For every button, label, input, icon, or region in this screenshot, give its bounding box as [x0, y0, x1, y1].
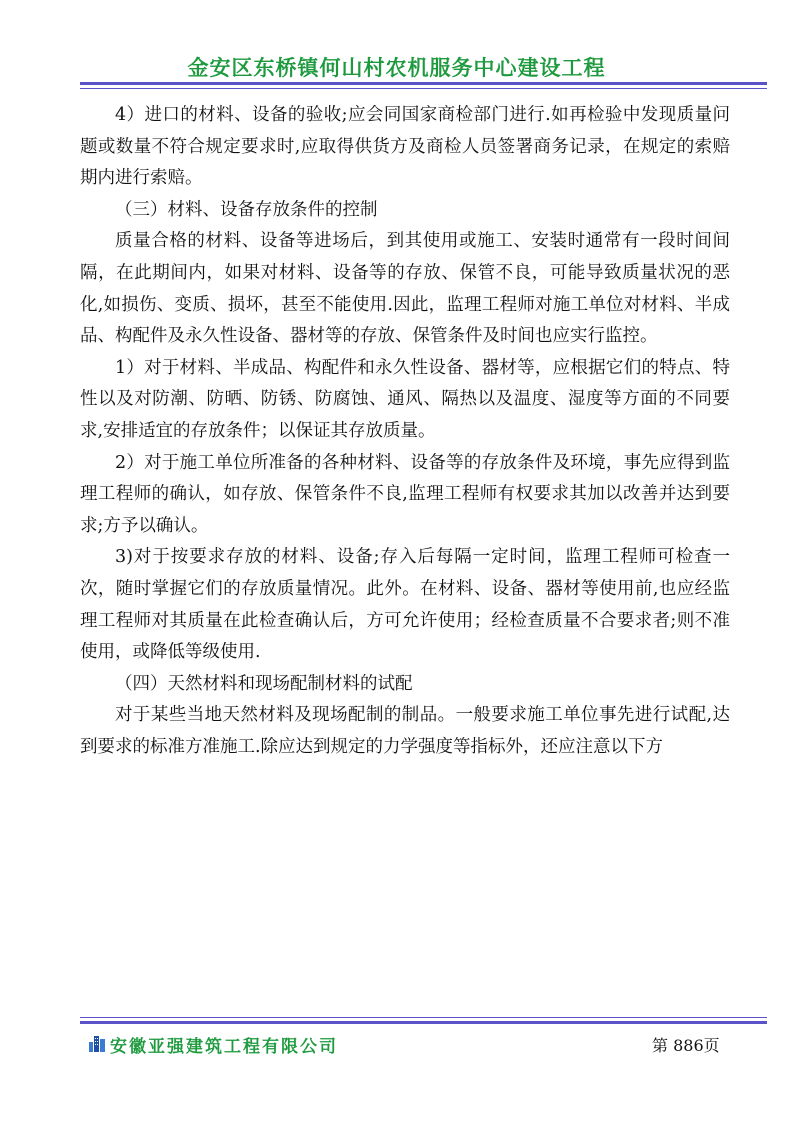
document-body	[80, 100, 730, 763]
footer-page-number: 第 886页	[652, 1036, 720, 1055]
building-logo-icon	[88, 1034, 106, 1052]
paragraph-storage-intro: 质量合格的材料、设备等进场后，到其使用或施工、安装时通常有一段时间间隔，在此期间内，如果对材料、设备等的存放、保管不良，可能导致质量状况的恶化,如损伤、变质、损坏，甚至不能使用.因此，监理工程师对施工单位对材料、半成品、构配件及永久性设备、器材等的存放、保管条件及时间也应实行监控。	[80, 231, 730, 347]
footer-rule-thin	[80, 1017, 767, 1018]
paragraph-item-1-storage-conditions: 1）对于材料、半成品、构配件和永久性设备、器材等，应根据它们的特点、特性以及对防潮、防晒、防锈、防腐蚀、通风、隔热以及温度、湿度等方面的不同要求,安排适宜的存放条件；以保证其存放质量。	[80, 357, 730, 441]
section-heading-storage-control: （三）材料、设备存放条件的控制	[115, 199, 378, 220]
document-header-title: 金安区东桥镇何山村农机服务中心建设工程	[187, 56, 606, 80]
header-rule-thin	[80, 88, 767, 89]
header-rule-thick	[80, 82, 767, 85]
paragraph-item-2-storage-confirmation: 2）对于施工单位所准备的各种材料、设备等的存放条件及环境，事先应得到监理工程师的确认，如存放、保管条件不良,监理工程师有权要求其加以改善并达到要求;方予以确认。	[80, 452, 730, 536]
paragraph-item-4-import-inspection: 4）进口的材料、设备的验收;应会同国家商检部门进行.如再检验中发现质量问题或数量不符合规定要求时,应取得供货方及商检人员签署商务记录，在规定的索赔期内进行索赔。	[80, 105, 730, 189]
footer-rule-thick	[80, 1021, 767, 1024]
paragraph-trial-mix-intro: 对于某些当地天然材料及现场配制的制品。一般要求施工单位事先进行试配,达到要求的标准方准施工.除应达到规定的力学强度等指标外，还应注意以下方	[80, 705, 730, 757]
footer-company-name: 安徽亚强建筑工程有限公司	[110, 1037, 338, 1057]
section-heading-trial-mix: （四）天然材料和现场配制材料的试配	[115, 673, 413, 694]
paragraph-item-3-periodic-check: 3)对于按要求存放的材料、设备;存入后每隔一定时间，监理工程师可检查一次，随时掌握它们的存放质量情况。此外。在材料、设备、器材等使用前,也应经监理工程师对其质量在此检查确认后，方可允许使用；经检查质量不合要求者;则不准使用，或降低等级使用.	[80, 547, 730, 663]
